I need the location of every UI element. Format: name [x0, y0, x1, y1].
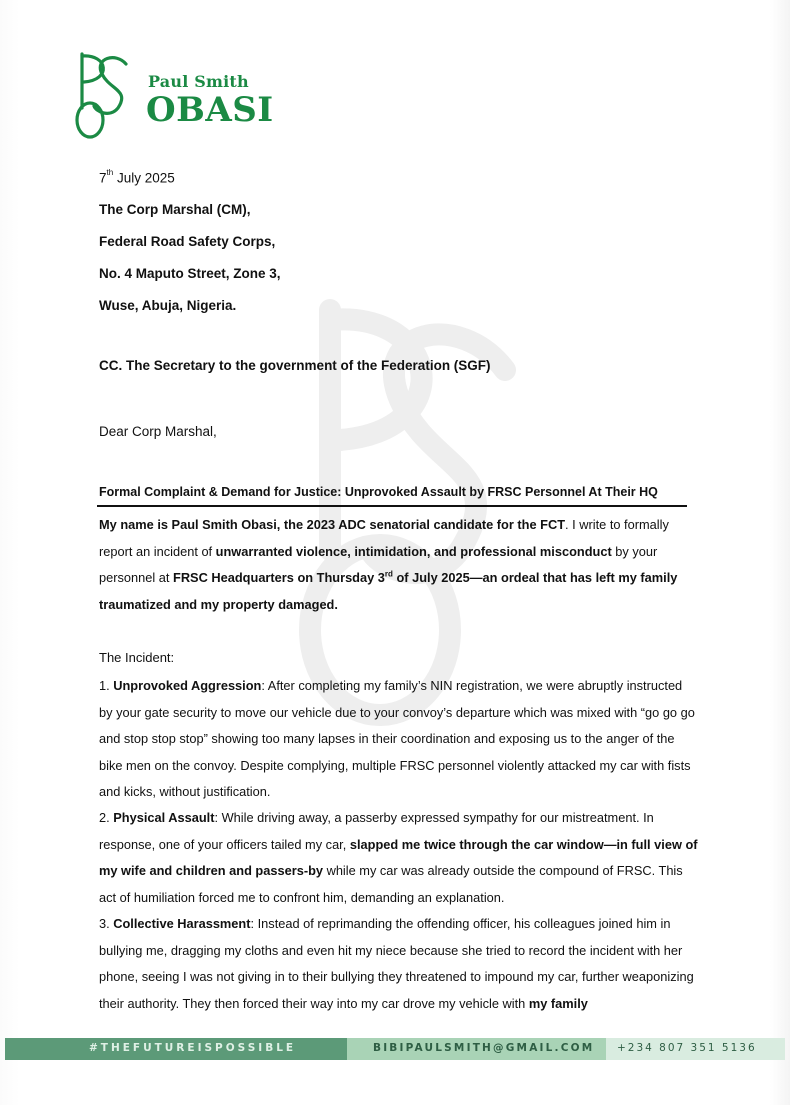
incident-item-2: 2. Physical Assault: While driving away, a passerby expressed sympathy for our mistreatment. In response, one of your officers tailed my car, slapped me twice through the car window—in full view of my wife and children and passers-by while my car was already outside the compound of FRSC. This act of humiliation forced me to confront him, demanding an explanation. [99, 810, 698, 905]
monogram-logo-icon [68, 50, 136, 140]
monogram-watermark-icon [270, 290, 530, 730]
logo [68, 50, 288, 142]
footer-bar [5, 1038, 785, 1060]
letter-date: 7th July 2025 [99, 168, 175, 186]
footer-phone[interactable]: +234 807 351 5136 [617, 1042, 757, 1054]
incident-item-1: 1. Unprovoked Aggression: After completing my family’s NIN registration, we were abruptly instructed by your gate security to move our vehicle due to your convoy’s departure which was mixed with “go go go and stop stop stop” showing too many lapses in their coordination and exposing us to the anger of the bike men on the convoy. Despite complying, multiple FRSC personnel violently attacked my car with fists and kicks, without justification. [99, 678, 695, 799]
address-line: Wuse, Abuja, Nigeria. [99, 298, 237, 313]
footer-tagline: #THEFUTUREISPOSSIBLE [89, 1042, 297, 1054]
intro-paragraph: My name is Paul Smith Obasi, the 2023 ADC senatorial candidate for the FCT. I write to formally report an incident of unwarranted violence, intimidation, and professional misconduct by your personnel at FRSC Headquarters on Thursday 3rd of July 2025—an ordeal that has left my family traumatized and my property damaged. [99, 517, 678, 612]
address-line: No. 4 Maputo Street, Zone 3, [99, 266, 281, 281]
incident-heading: The Incident: [99, 650, 175, 665]
logo-first-names: Paul Smith [148, 72, 249, 91]
footer-email[interactable]: BIBIPAULSMITH@GMAIL.COM [373, 1042, 595, 1054]
incident-item-3: 3. Collective Harassment: Instead of reprimanding the offending officer, his colleagues joined him in bullying me, dragging my cloths and even hit my niece because she tried to record the incident with her phone, seeing I was not giving in to their bullying they threatened to impound my car, further weaponizing their authority. They then forced their way into my car drove my vehicle with my family [99, 916, 694, 1011]
address-line: The Corp Marshal (CM), [99, 202, 251, 217]
cc-line: CC. The Secretary to the government of the Federation (SGF) [99, 358, 491, 373]
salutation: Dear Corp Marshal, [99, 424, 217, 439]
subject-line: Formal Complaint & Demand for Justice: Unprovoked Assault by FRSC Personnel At Their HQ [99, 485, 658, 499]
logo-surname: OBASI [146, 90, 274, 130]
address-line: Federal Road Safety Corps, [99, 234, 276, 249]
subject-underline [97, 505, 687, 507]
